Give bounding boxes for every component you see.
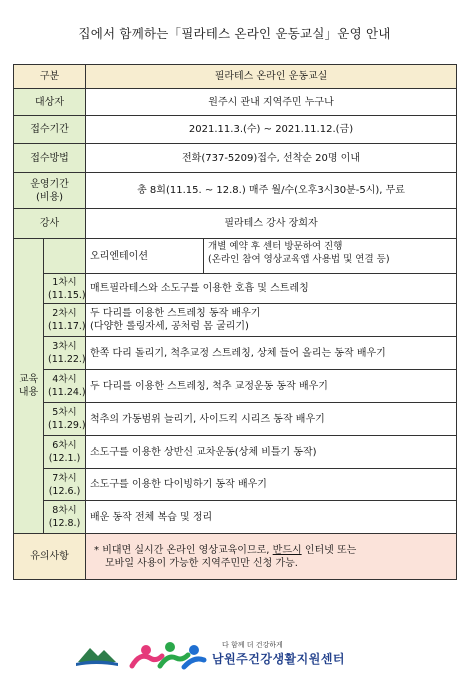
session-content bbox=[86, 274, 457, 304]
row-method bbox=[14, 144, 457, 173]
session-content-line: (다양한 롤링자세, 공처럼 몸 굴리기) bbox=[90, 321, 249, 332]
row-category bbox=[14, 65, 457, 89]
session-row bbox=[14, 436, 457, 469]
session-number: 6차시 bbox=[52, 440, 77, 451]
session-row bbox=[14, 370, 457, 403]
session-content-line: 배운 동작 전체 복습 및 정리 bbox=[90, 511, 213, 523]
session-content bbox=[86, 337, 457, 370]
session-date: (11.29.) bbox=[48, 420, 86, 431]
notice-label: 유의사항 bbox=[14, 534, 86, 580]
schedule-label-line1: 운영기간 bbox=[30, 178, 69, 190]
session-date: (11.15.) bbox=[48, 289, 86, 301]
row-target bbox=[14, 89, 457, 116]
target-value: 원주시 관내 지역주민 누구나 bbox=[86, 89, 457, 116]
session-content bbox=[86, 403, 457, 436]
session-label bbox=[44, 403, 86, 436]
row-notice bbox=[14, 534, 457, 580]
notice-line1-suffix: 인터넷 또는 bbox=[301, 544, 357, 556]
education-label bbox=[14, 239, 44, 534]
notice-text bbox=[86, 534, 457, 580]
session-content bbox=[86, 304, 457, 337]
session-row bbox=[14, 337, 457, 370]
session-content-line: 두 다리를 이용한 스트레칭 동작 배우기 bbox=[90, 308, 261, 319]
session-label bbox=[44, 274, 86, 304]
orientation-desc bbox=[204, 239, 456, 273]
session-content-line: 척추의 가동범위 늘리기, 사이드킥 시리즈 동작 배우기 bbox=[90, 413, 325, 425]
session-number: 8차시 bbox=[52, 505, 77, 516]
session-content bbox=[86, 370, 457, 403]
session-number: 7차시 bbox=[52, 472, 77, 484]
method-label: 접수방법 bbox=[14, 144, 86, 173]
schedule-label bbox=[14, 173, 86, 209]
method-value: 전화(737-5209)접수, 선착순 20명 이내 bbox=[86, 144, 457, 173]
session-content-line: 소도구를 이용한 상반신 교차운동(상체 비틀기 동작) bbox=[90, 446, 317, 458]
session-row bbox=[14, 501, 457, 534]
instructor-value: 필라테스 강사 장희자 bbox=[86, 209, 457, 239]
session-content-line: 소도구를 이용한 다이빙하기 동작 배우기 bbox=[90, 479, 267, 490]
session-date: (12.6.) bbox=[48, 485, 81, 497]
document-title: 집에서 함께하는「필라테스 온라인 운동교실」운영 안내 bbox=[78, 26, 391, 41]
row-instructor bbox=[14, 209, 457, 239]
session-label bbox=[44, 501, 86, 534]
session-number: 3차시 bbox=[52, 341, 77, 352]
notice-line1 bbox=[94, 544, 452, 557]
notice-line2: 모바일 사용이 가능한 지역주민만 신청 가능. bbox=[105, 557, 298, 569]
education-label-line2: 내용 bbox=[18, 387, 39, 398]
footer-slogan: 다 함께 더 건강하게 bbox=[222, 641, 283, 649]
session-number: 5차시 bbox=[52, 407, 77, 418]
session-label bbox=[44, 304, 86, 337]
session-date: (12.1.) bbox=[48, 453, 81, 464]
orientation-name: 오리엔테이션 bbox=[86, 239, 204, 273]
period-label: 접수기간 bbox=[14, 116, 86, 144]
session-content bbox=[86, 469, 457, 501]
session-number: 2차시 bbox=[52, 308, 77, 319]
session-row bbox=[14, 403, 457, 436]
row-period bbox=[14, 116, 457, 144]
center-name: 남원주건강생활지원센터 bbox=[212, 652, 346, 666]
session-date: (11.17.) bbox=[48, 321, 86, 332]
orientation-cell bbox=[86, 239, 457, 274]
notice-line1-prefix: * 비대면 실시간 온라인 영상교육이므로, bbox=[94, 544, 273, 556]
center-symbol-icon bbox=[132, 642, 204, 667]
session-row bbox=[14, 304, 457, 337]
session-number: 4차시 bbox=[52, 374, 77, 385]
period-value: 2021.11.3.(수) ~ 2021.11.12.(금) bbox=[86, 116, 457, 144]
session-label bbox=[44, 337, 86, 370]
session-content-line: 한쪽 다리 돌리기, 척추교정 스트레칭, 상체 들어 올리는 동작 배우기 bbox=[90, 347, 386, 359]
orientation-desc-line1: 개별 예약 후 센터 방문하여 진행 bbox=[208, 241, 343, 252]
row-schedule bbox=[14, 173, 457, 209]
session-content bbox=[86, 436, 457, 469]
schedule-label-line2: (비용) bbox=[35, 191, 64, 203]
target-label: 대상자 bbox=[14, 89, 86, 116]
session-date: (12.8.) bbox=[48, 518, 81, 529]
program-info-table bbox=[13, 64, 457, 580]
session-number: 1차시 bbox=[52, 276, 77, 288]
category-label: 구분 bbox=[14, 65, 86, 89]
instructor-label: 강사 bbox=[14, 209, 86, 239]
schedule-value: 총 8회(11.15. ~ 12.8.) 매주 월/수(오후3시30분-5시), 무료 bbox=[86, 173, 457, 209]
session-content-line: 두 다리를 이용한 스트레칭, 척추 교정운동 동작 배우기 bbox=[90, 380, 328, 392]
session-row bbox=[14, 274, 457, 304]
session-row bbox=[14, 469, 457, 501]
notice-emphasis: 반드시 bbox=[272, 544, 302, 556]
category-value: 필라테스 온라인 운동교실 bbox=[86, 65, 457, 89]
mountain-logo-icon bbox=[76, 648, 118, 666]
session-date: (11.22.) bbox=[48, 354, 86, 365]
orientation-desc-line2: (온라인 참여 영상교육앱 사용법 및 연결 등) bbox=[208, 254, 390, 265]
orientation-blank-cell bbox=[44, 239, 86, 274]
session-label bbox=[44, 436, 86, 469]
session-label bbox=[44, 370, 86, 403]
session-content-line: 매트필라테스와 소도구를 이용한 호흡 및 스트레칭 bbox=[90, 283, 309, 294]
session-content bbox=[86, 501, 457, 534]
education-label-line1: 교육 bbox=[18, 374, 39, 385]
row-orientation bbox=[14, 239, 457, 274]
session-date: (11.24.) bbox=[48, 387, 86, 398]
session-label bbox=[44, 469, 86, 501]
